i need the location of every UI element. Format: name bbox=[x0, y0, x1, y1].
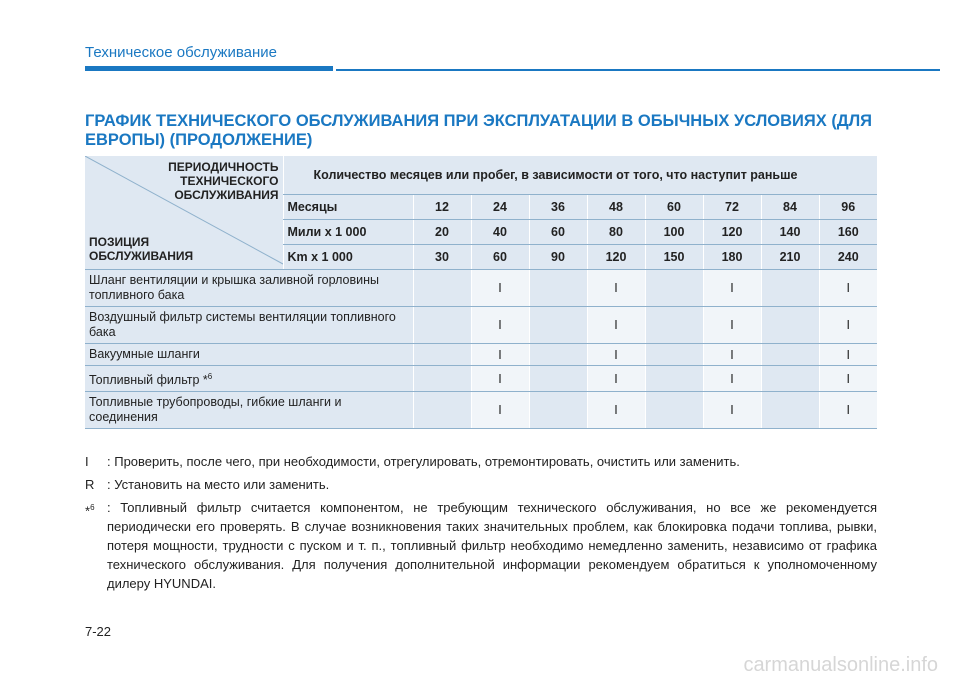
schedule-cell bbox=[529, 270, 587, 307]
interval-value: 120 bbox=[587, 245, 645, 270]
note-text: : Проверить, после чего, при необходимости, отрегулировать, отремонтировать, очистить или заменить. bbox=[107, 454, 740, 469]
schedule-cell bbox=[645, 307, 703, 344]
interval-value: 72 bbox=[703, 195, 761, 220]
schedule-cell: I bbox=[587, 392, 645, 429]
note-key-text: R bbox=[85, 477, 95, 492]
interval-value: 120 bbox=[703, 220, 761, 245]
item-name bbox=[85, 270, 413, 307]
schedule-cell bbox=[761, 307, 819, 344]
interval-value: 96 bbox=[819, 195, 877, 220]
schedule-cell bbox=[761, 270, 819, 307]
schedule-cell bbox=[529, 392, 587, 429]
schedule-cell: I bbox=[471, 307, 529, 344]
interval-value: 48 bbox=[587, 195, 645, 220]
note-item bbox=[85, 452, 877, 471]
interval-value: 240 bbox=[819, 245, 877, 270]
schedule-cell bbox=[645, 392, 703, 429]
interval-value: 60 bbox=[645, 195, 703, 220]
corner-label-period: ПЕРИОДИЧНОСТЬ ТЕХНИЧЕСКОГО ОБСЛУЖИВАНИЯ bbox=[168, 160, 279, 202]
interval-value: 180 bbox=[703, 245, 761, 270]
item-name-text: Шланг вентиляции и крышка заливной горловины топливного бака bbox=[89, 273, 379, 302]
note-key-text: I bbox=[85, 454, 89, 469]
schedule-cell bbox=[413, 270, 471, 307]
watermark: carmanualsonline.info bbox=[743, 654, 938, 676]
schedule-cell bbox=[529, 366, 587, 392]
schedule-cell: I bbox=[471, 392, 529, 429]
note-item bbox=[85, 498, 877, 593]
schedule-cell: I bbox=[703, 366, 761, 392]
schedule-cell: I bbox=[703, 392, 761, 429]
schedule-cell bbox=[761, 392, 819, 429]
note-key bbox=[85, 452, 107, 471]
maintenance-schedule-table bbox=[85, 156, 877, 429]
schedule-cell bbox=[761, 344, 819, 366]
item-name bbox=[85, 307, 413, 344]
schedule-cell: I bbox=[471, 366, 529, 392]
schedule-cell bbox=[413, 344, 471, 366]
schedule-cell bbox=[645, 344, 703, 366]
notes bbox=[85, 452, 877, 597]
corner-label-item: ПОЗИЦИЯ ОБСЛУЖИВАНИЯ bbox=[89, 235, 194, 263]
header-bar-dark bbox=[85, 66, 333, 71]
interval-value: 60 bbox=[471, 245, 529, 270]
page-title: ГРАФИК ТЕХНИЧЕСКОГО ОБСЛУЖИВАНИЯ ПРИ ЭКСПЛУАТАЦИИ В ОБЫЧНЫХ УСЛОВИЯХ (ДЛЯ ЕВРОПЫ) (ПРОДОЛЖЕНИЕ) bbox=[85, 112, 873, 149]
item-name bbox=[85, 344, 413, 366]
schedule-cell bbox=[413, 366, 471, 392]
interval-value: 84 bbox=[761, 195, 819, 220]
interval-value: 12 bbox=[413, 195, 471, 220]
item-footnote-ref: 6 bbox=[207, 372, 213, 381]
note-key bbox=[85, 475, 107, 494]
item-name bbox=[85, 366, 413, 392]
schedule-cell bbox=[413, 307, 471, 344]
section-header: Техническое обслуживание bbox=[85, 44, 277, 61]
schedule-cell bbox=[645, 366, 703, 392]
interval-value: 36 bbox=[529, 195, 587, 220]
schedule-cell: I bbox=[587, 344, 645, 366]
item-name-text: Топливный фильтр * bbox=[89, 373, 208, 388]
schedule-cell: I bbox=[819, 307, 877, 344]
interval-value: 160 bbox=[819, 220, 877, 245]
interval-value: 90 bbox=[529, 245, 587, 270]
schedule-cell: I bbox=[703, 344, 761, 366]
interval-value: 30 bbox=[413, 245, 471, 270]
item-name bbox=[85, 392, 413, 429]
interval-value: 150 bbox=[645, 245, 703, 270]
page-number: 7-22 bbox=[85, 624, 112, 639]
interval-value: 24 bbox=[471, 195, 529, 220]
interval-value: 60 bbox=[529, 220, 587, 245]
schedule-cell bbox=[529, 307, 587, 344]
interval-value: 80 bbox=[587, 220, 645, 245]
table-row bbox=[85, 392, 877, 429]
header-bar-light bbox=[336, 69, 940, 71]
schedule-cell: I bbox=[471, 270, 529, 307]
table-row bbox=[85, 307, 877, 344]
note-text: : Топливный фильтр считается компонентом, не требующим технического обслуживания, но все же рекомендуется периодически его проверять. В случае возникновения таких значительных проблем, как блокировка подачи топлива, рывки, потеря мощности, трудности с пуском и т. п., топливный фильтр необходимо немедленно заменить, независимо от графика технического обслуживания. Для получения дополнительной информации рекомендуем обратиться к уполномоченному дилеру HYUNDAI. bbox=[107, 500, 877, 591]
note-item bbox=[85, 475, 877, 494]
interval-label: Мили x 1 000 bbox=[283, 220, 413, 245]
schedule-cell: I bbox=[471, 344, 529, 366]
note-key-text: * bbox=[85, 503, 91, 519]
table-row bbox=[85, 270, 877, 307]
schedule-cell: I bbox=[587, 270, 645, 307]
schedule-cell: I bbox=[819, 344, 877, 366]
interval-value: 20 bbox=[413, 220, 471, 245]
interval-label: Месяцы bbox=[283, 195, 413, 220]
item-name-text: Вакуумные шланги bbox=[89, 347, 200, 361]
interval-value: 40 bbox=[471, 220, 529, 245]
schedule-cell bbox=[645, 270, 703, 307]
interval-value: 100 bbox=[645, 220, 703, 245]
note-key-sup: 6 bbox=[90, 503, 95, 512]
schedule-cell: I bbox=[819, 392, 877, 429]
schedule-cell bbox=[529, 344, 587, 366]
interval-label: Km x 1 000 bbox=[283, 245, 413, 270]
schedule-cell: I bbox=[703, 270, 761, 307]
table-row bbox=[85, 366, 877, 392]
schedule-cell: I bbox=[587, 307, 645, 344]
interval-value: 210 bbox=[761, 245, 819, 270]
table-row bbox=[85, 344, 877, 366]
item-name-text: Топливные трубопроводы, гибкие шланги и соединения bbox=[89, 395, 342, 425]
schedule-cell: I bbox=[587, 366, 645, 392]
interval-value: 140 bbox=[761, 220, 819, 245]
schedule-cell bbox=[413, 392, 471, 429]
schedule-cell: I bbox=[703, 307, 761, 344]
item-name-text: Воздушный фильтр системы вентиляции топливного бака bbox=[89, 310, 396, 339]
table-corner-cell bbox=[85, 156, 283, 270]
note-key bbox=[85, 498, 107, 593]
schedule-cell: I bbox=[819, 366, 877, 392]
period-header: Количество месяцев или пробег, в зависимости от того, что наступит раньше bbox=[283, 156, 877, 195]
schedule-cell bbox=[761, 366, 819, 392]
note-text: : Установить на место или заменить. bbox=[107, 477, 330, 492]
schedule-cell: I bbox=[819, 270, 877, 307]
